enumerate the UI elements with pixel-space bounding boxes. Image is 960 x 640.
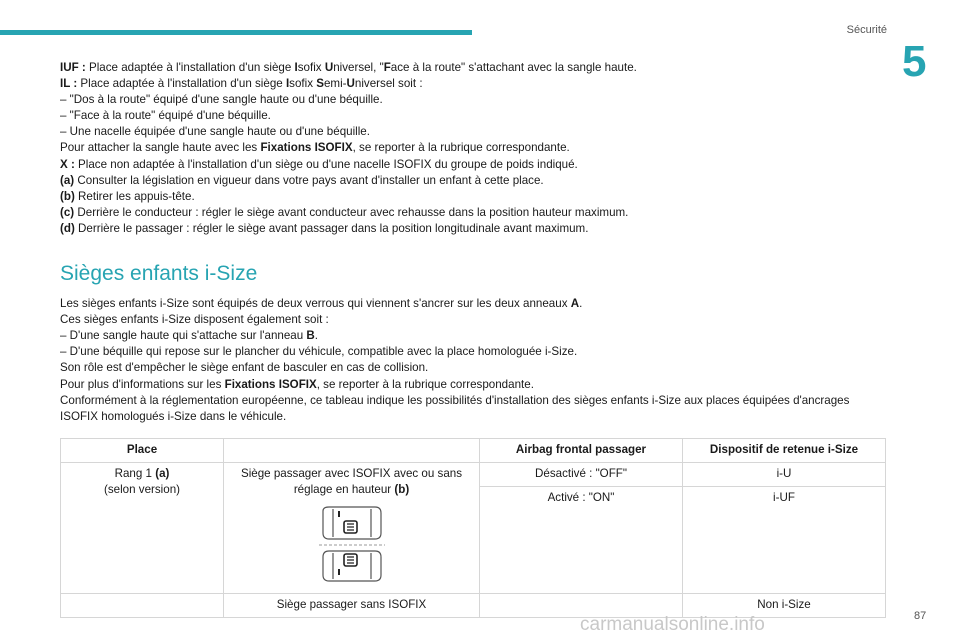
bold-term: Fixations ISOFIX xyxy=(224,377,317,391)
chapter-number: 5 xyxy=(902,37,927,86)
bold-term: F xyxy=(383,61,391,74)
text-line: (d) Derrière le passager : régler le siège avant passager dans la position longitudinale avant maximum. xyxy=(60,221,589,235)
rang-cell xyxy=(61,462,224,593)
bold-term: S xyxy=(316,77,324,91)
text-line: – D'une béquille qui repose sur le plancher du véhicule, compatible avec la place homologuée i-Size. xyxy=(60,345,578,359)
text-line: (b) Retirer les appuis-tête. xyxy=(60,189,195,203)
text-line: (a) Consulter la législation en vigueur dans votre pays avant d'installer un enfant à cette place. xyxy=(60,173,544,187)
line-lead: (a) xyxy=(60,173,75,187)
header-place-detail xyxy=(224,438,480,462)
bold-term: B xyxy=(306,329,315,343)
text-line: X : Place non adaptée à l'installation d'un siège ou d'une nacelle ISOFIX du groupe de poids indiqué. xyxy=(60,157,578,171)
isize-table xyxy=(60,438,886,618)
section-title: Sièges enfants i-Size xyxy=(60,262,258,286)
line-lead: IL : xyxy=(60,77,78,91)
table-header-row xyxy=(61,438,886,462)
airbag-on-cell: Activé : "ON" xyxy=(480,486,683,593)
seat-isofix-note: (b) xyxy=(394,482,410,496)
header-airbag: Airbag frontal passager xyxy=(480,438,683,462)
text-line: Ces sièges enfants i-Size disposent également soit : xyxy=(60,313,329,327)
line-lead: IUF : xyxy=(60,61,86,74)
text-line: IUF : Place adaptée à l'installation d'un siège Isofix Universel, "Face à la route" s'attachant avec la sangle haute. xyxy=(60,61,637,74)
text-line: IL : Place adaptée à l'installation d'un siège Isofix Semi-Universel soit : xyxy=(60,77,423,91)
section-name: Sécurité xyxy=(846,24,887,36)
page-content xyxy=(60,60,890,618)
line-lead: (c) xyxy=(60,205,75,219)
bold-term: I xyxy=(285,77,290,91)
text-line: – "Face à la route" équipé d'une béquille. xyxy=(60,109,271,123)
rang-note: (a) xyxy=(155,466,170,480)
header-device: Dispositif de retenue i-Size xyxy=(683,438,886,462)
text-line: – Une nacelle équipée d'une sangle haute ou d'une béquille. xyxy=(60,125,370,139)
airbag-off-cell: Désactivé : "OFF" xyxy=(480,462,683,486)
device-iuf-cell: i-UF xyxy=(683,486,886,593)
text-line: – "Dos à la route" équipé d'une sangle haute ou d'une béquille. xyxy=(60,93,383,107)
bold-term: I xyxy=(294,61,298,74)
text-line: Son rôle est d'empêcher le siège enfant de basculer en cas de collision. xyxy=(60,361,429,375)
text-line: (c) Derrière le conducteur : régler le siège avant conducteur avec rehausse dans la position hauteur maximum. xyxy=(60,205,629,219)
watermark: carmanualsonline.info xyxy=(580,614,765,635)
text-line: Pour attacher la sangle haute avec les Fixations ISOFIX, se reporter à la rubrique correspondante. xyxy=(60,141,570,155)
bold-term: U xyxy=(324,61,334,74)
line-lead: (b) xyxy=(60,189,75,203)
text-line: – D'une sangle haute qui s'attache sur l'anneau B. xyxy=(60,329,319,343)
bold-term: U xyxy=(346,77,355,91)
device-non-isize-cell: Non i-Size xyxy=(683,593,886,617)
bold-term: A xyxy=(570,297,580,311)
rang-label: Rang 1 xyxy=(114,466,156,480)
line-lead: (d) xyxy=(60,221,75,235)
line-lead: X : xyxy=(60,157,75,171)
seat-no-isofix-cell: Siège passager sans ISOFIX xyxy=(224,593,480,617)
seat-isofix-label: Siège passager avec ISOFIX avec ou sans réglage en hauteur xyxy=(240,466,463,496)
car-seat-diagram-icon xyxy=(319,505,385,588)
empty-cell xyxy=(61,593,224,617)
header-accent-bar xyxy=(0,30,472,35)
text-line: Pour plus d'informations sur les Fixations ISOFIX, se reporter à la rubrique correspondante. xyxy=(60,377,534,391)
bold-term: Fixations ISOFIX xyxy=(260,141,353,155)
intro-legend xyxy=(60,60,890,237)
header-place: Place xyxy=(61,438,224,462)
rang-sub: (selon version) xyxy=(103,482,181,496)
page-number: 87 xyxy=(914,610,927,622)
seat-isofix-cell xyxy=(224,462,480,593)
table-row xyxy=(61,462,886,486)
text-line: Les sièges enfants i-Size sont équipés de deux verrous qui viennent s'ancrer sur les deux anneaux A. xyxy=(60,297,583,311)
device-iu-cell: i-U xyxy=(683,462,886,486)
section-body xyxy=(60,296,890,425)
text-line: Conformément à la réglementation européenne, ce tableau indique les possibilités d'installation des sièges enfants i-Size aux places équipées d'ancrages ISOFIX homologués i-Size dans le véhicule. xyxy=(60,393,850,423)
